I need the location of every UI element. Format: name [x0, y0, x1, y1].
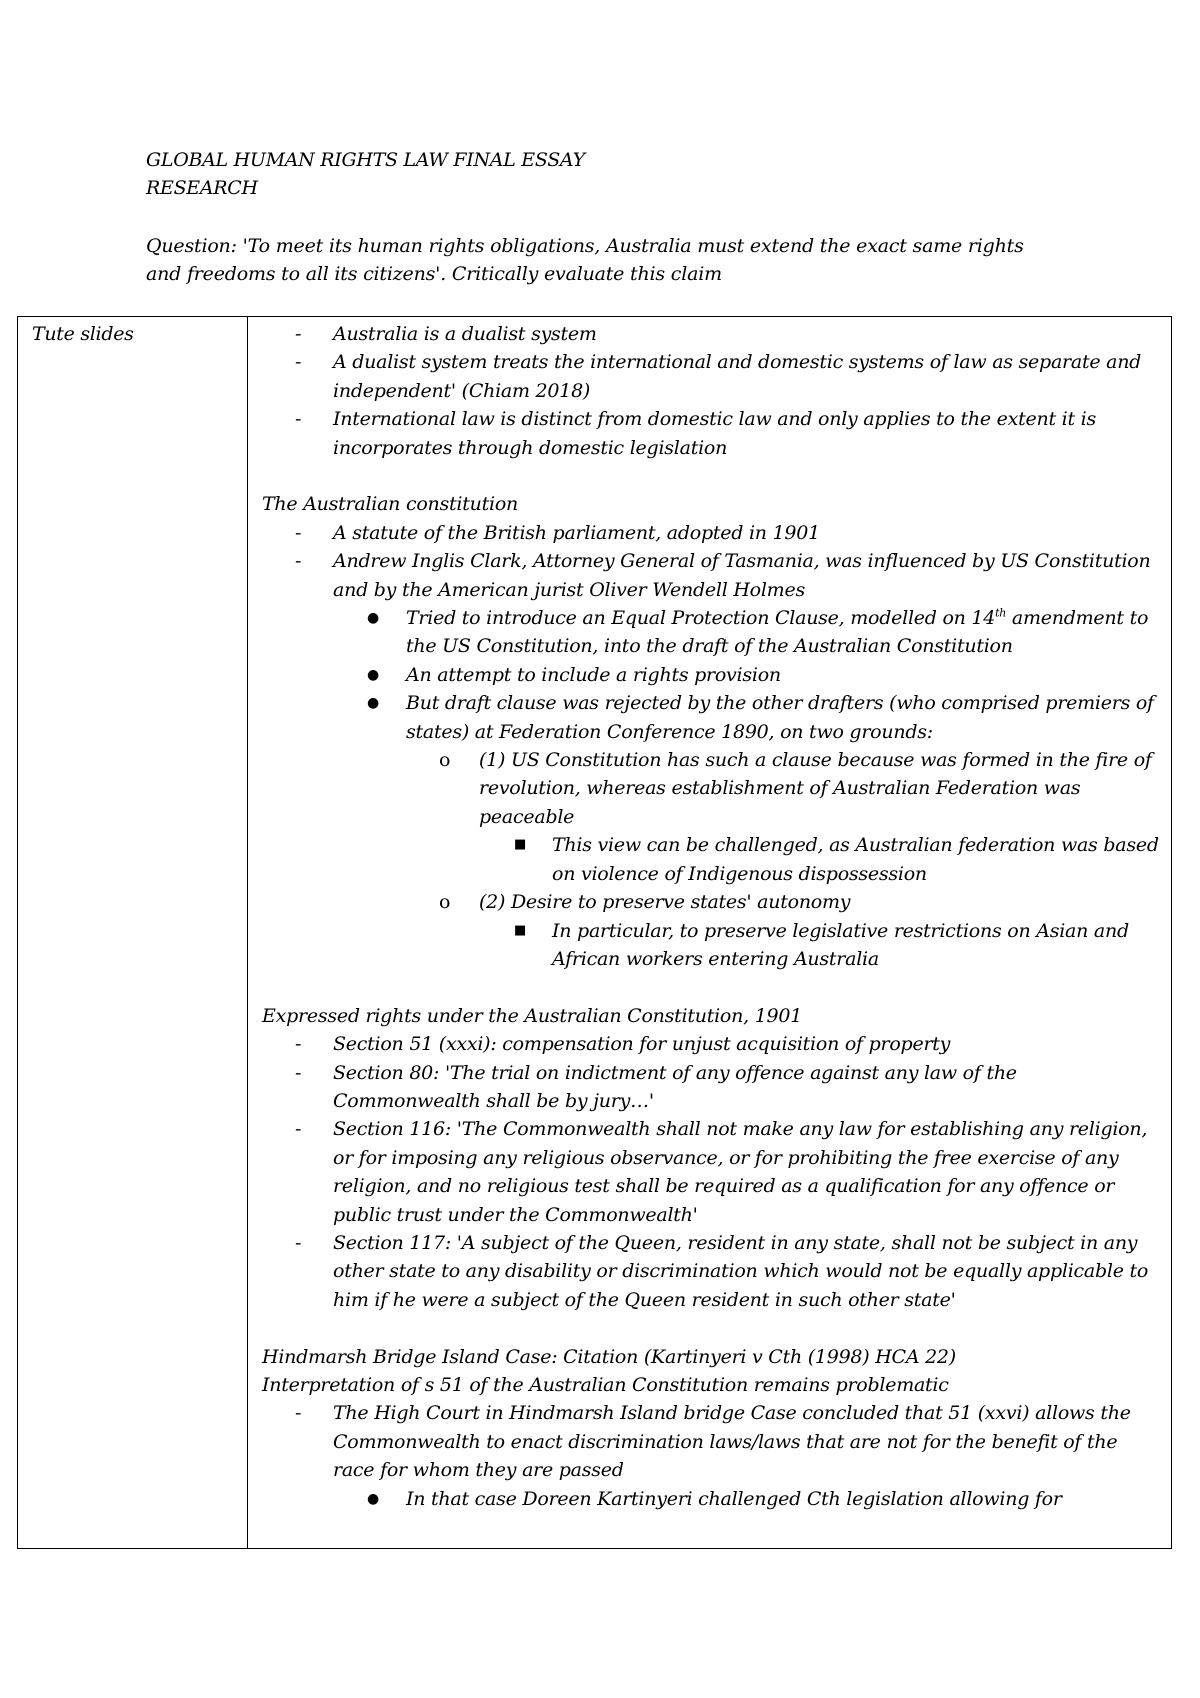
list-item: - A dualist system treats the international and domestic systems of law as separate and independent' (Chiam 2018) — [295, 351, 1142, 402]
right-cell-content — [262, 320, 1162, 1541]
sub-item: o (1) US Constitution has such a clause because was formed in the fire of revolution, whereas establishment of Australian Federation was peaceable ■ This view can be challenged, as Australian federation was based on violence of Indigenous dispossession — [262, 746, 1162, 888]
title-line-2: RESEARCH — [146, 177, 258, 199]
constitution-section — [262, 490, 1162, 973]
list-item: - Section 117: 'A subject of the Queen, resident in any state, shall not be subject in any other state to any disability or discrimination which would not be equally applicable to him if he were a subject of the Queen resident in such other state' — [295, 1231, 1149, 1311]
section-heading: The Australian constitution — [262, 493, 518, 516]
bullet-item: ● Tried to introduce an Equal Protection Clause, modelled on 14th amendment to the US Constitution, into the draft of the Australian Constitution — [367, 606, 1149, 658]
sub-sub-item: ■ In particular, to preserve legislative restrictions on Asian and African workers entering Australia — [514, 919, 1129, 970]
list-item: - The High Court in Hindmarsh Island bridge Case concluded that 51 (xxvi) allows the Commonwealth to enact discrimination laws/laws that are not for the benefit of the race for whom they are passed ● In that case Doreen Kartinyeri challenged Cth legislation allowing for — [262, 1399, 1162, 1513]
list-item: - Section 51 (xxxi): compensation for unjust acquisition of property — [295, 1033, 951, 1056]
document-title — [146, 146, 585, 202]
list-item: - Australia is a dualist system — [295, 323, 597, 345]
section-subheading: Interpretation of s 51 of the Australian Constitution remains problematic — [262, 1373, 949, 1396]
left-cell-label: Tute slides — [32, 323, 134, 345]
hindmarsh-section — [262, 1343, 1162, 1513]
list-item: - International law is distinct from domestic law and only applies to the extent it is incorporates through domestic legislation — [295, 408, 1096, 459]
bullet-item: ● But draft clause was rejected by the other drafters (who comprised premiers of states) at Federation Conference 1890, on two grounds: o (1) US Constitution has such a clause because was formed in the fire of revolution, whereas establishment of Australian Federation was peaceable ■ This view can be challenged, as Australian federation was based on violence of Indigenous dispossession o (2) Desire to preserve states' autonomy ■ In particular, to preserve legislative restrictions on Asian and African workers entering Australia — [262, 689, 1162, 973]
section-heading: Expressed rights under the Australian Constitution, 1901 — [262, 1004, 803, 1027]
list-item: - Section 116: 'The Commonwealth shall not make any law for establishing any religion, or for imposing any religious observance, or for prohibiting the free exercise of any religion, and no religious test shall be required as a qualification for any offence or public trust under the Commonwealth' — [295, 1118, 1148, 1226]
essay-question: Question: 'To meet its human rights obligations, Australia must extend the exact same rights and freedoms to all its citizens'. Critically evaluate this claim — [146, 235, 1024, 285]
intro-section — [262, 320, 1162, 462]
sub-sub-item: ■ This view can be challenged, as Australian federation was based on violence of Indigenous dispossession — [514, 834, 1159, 885]
list-item: - Section 80: 'The trial on indictment of any offence against any law of the Commonwealth shall be by jury…' — [295, 1061, 1017, 1112]
bullet-item: ● An attempt to include a rights provision — [367, 663, 781, 686]
expressed-rights-section — [262, 1002, 1162, 1314]
title-line-1: GLOBAL HUMAN RIGHTS LAW FINAL ESSAY — [146, 149, 585, 171]
list-item: - A statute of the British parliament, adopted in 1901 — [295, 521, 820, 544]
column-divider — [247, 317, 248, 1548]
sub-item: o (2) Desire to preserve states' autonomy ■ In particular, to preserve legislative restrictions on Asian and African workers entering Australia — [262, 888, 1162, 973]
section-heading: Hindmarsh Bridge Island Case: Citation (Kartinyeri v Cth (1998) HCA 22) — [262, 1345, 956, 1368]
bullet-item: ● In that case Doreen Kartinyeri challenged Cth legislation allowing for — [367, 1487, 1062, 1510]
list-item: - Andrew Inglis Clark, Attorney General of Tasmania, was influenced by US Constitution and by the American jurist Oliver Wendell Holmes ● Tried to introduce an Equal Protection Clause, modelled on 14th amendment to the US Constitution, into the draft of the Australian Constitution ● An attempt to include a rights provision ● But draft clause was rejected by the other drafters (who comprised premiers of states) at Federation Conference 1890, on two grounds: o (1) US Constitution has such a clause because was formed in the fire of revolution, whereas establishment of Australian Federation was peaceable ■ This view can be challenged, as Australian federation was based on violence of Indigenous dispossession o (2) Desire to preserve states' autonomy ■ In particular, to preserve legislative restrictions on Asian and African workers entering Australia — [262, 547, 1162, 973]
research-table — [17, 316, 1172, 1549]
